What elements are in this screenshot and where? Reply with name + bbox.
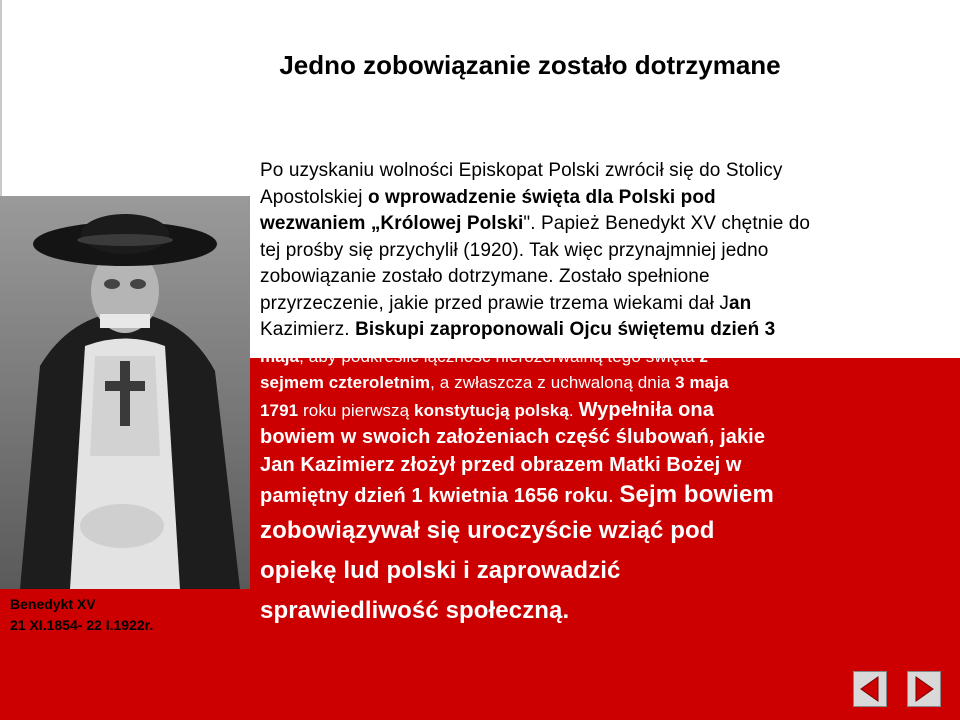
previous-slide-button[interactable] [853, 671, 887, 707]
text-line [260, 264, 940, 291]
text-line [260, 452, 940, 480]
text-run: tej prośby się przychylił (1920). Tak więc przynajmniej jedno [260, 239, 769, 261]
text-run-bold: 1791 [260, 400, 299, 420]
text-run-bold: maja [260, 346, 300, 366]
text-run-bold: opiekę lud polski i zaprowadzić [260, 557, 621, 584]
text-run: Apostolskiej [260, 186, 368, 208]
text-run: , a zwłaszcza z uchwaloną dnia [430, 373, 676, 392]
text-line [260, 592, 940, 632]
text-line [260, 512, 940, 552]
text-run: zobowiązanie zostało dotrzymane. Zostało spełnione [260, 266, 710, 287]
triangle-left-icon [854, 672, 886, 706]
text-run-bold: Jan Kazimierz złożył przed obrazem Matki Bożej w [260, 453, 742, 476]
text-run-bold: sprawiedliwość społeczną. [260, 597, 570, 624]
text-line [260, 344, 940, 371]
text-run: . [568, 400, 579, 420]
text-line [260, 479, 940, 512]
text-run: . [608, 485, 620, 507]
text-line [260, 238, 940, 265]
text-run-bold: Wypełniła ona [578, 398, 714, 421]
photo-caption [10, 594, 153, 636]
text-run-bold: wezwaniem „Królowej Polski [260, 213, 524, 234]
text-line [260, 291, 940, 318]
text-run: Po uzyskaniu wolności Episkopat Polski zwrócił się do Stolicy [260, 160, 783, 181]
text-line [260, 211, 940, 238]
text-run: Kazimierz. [260, 319, 356, 340]
text-line [260, 317, 940, 344]
next-slide-button[interactable] [907, 671, 941, 707]
text-line [260, 185, 940, 212]
text-line [260, 158, 940, 185]
body-text [260, 158, 940, 632]
text-run-bold: zobowiązywał się uroczyście wziąć pod [260, 517, 715, 544]
text-run: , aby podkreślić łączność nierozerwalną tego święta [299, 346, 700, 366]
text-line [260, 370, 940, 397]
text-line [260, 424, 940, 452]
text-run-bold: Biskupi zaproponowali Ojcu świętemu dzień 3 [355, 319, 776, 340]
text-run-bold: o wprowadzenie święta dla Polski pod [367, 186, 716, 208]
text-run-bold: pamiętny dzień 1 kwietnia 1656 roku [260, 485, 609, 507]
slide-title: Jedno zobowiązanie zostało dotrzymane [279, 50, 781, 80]
text-line [260, 397, 940, 425]
caption-name: Benedykt XV [10, 596, 96, 612]
text-run-bold: bowiem w swoich założeniach część ślubowań, jakie [260, 426, 766, 448]
text-run-bold: konstytucją polską [414, 400, 569, 420]
portrait-photo [0, 196, 250, 589]
caption-dates: 21 XI.1854- 22 I.1922r. [10, 617, 154, 633]
text-run-bold: sejmem czteroletnim [260, 373, 431, 392]
triangle-right-icon [908, 672, 940, 706]
text-run: ". Papież Benedykt XV chętnie do [523, 213, 811, 234]
text-run: roku pierwszą [298, 400, 415, 420]
text-run-bold: an [728, 292, 752, 314]
text-run-bold: Sejm bowiem [619, 481, 774, 508]
text-run: przyrzeczenie, jakie przed prawie trzema wiekami dał J [260, 292, 729, 314]
text-line [260, 552, 940, 592]
text-run-bold: z [699, 346, 708, 366]
text-run-bold: 3 maja [675, 373, 729, 392]
